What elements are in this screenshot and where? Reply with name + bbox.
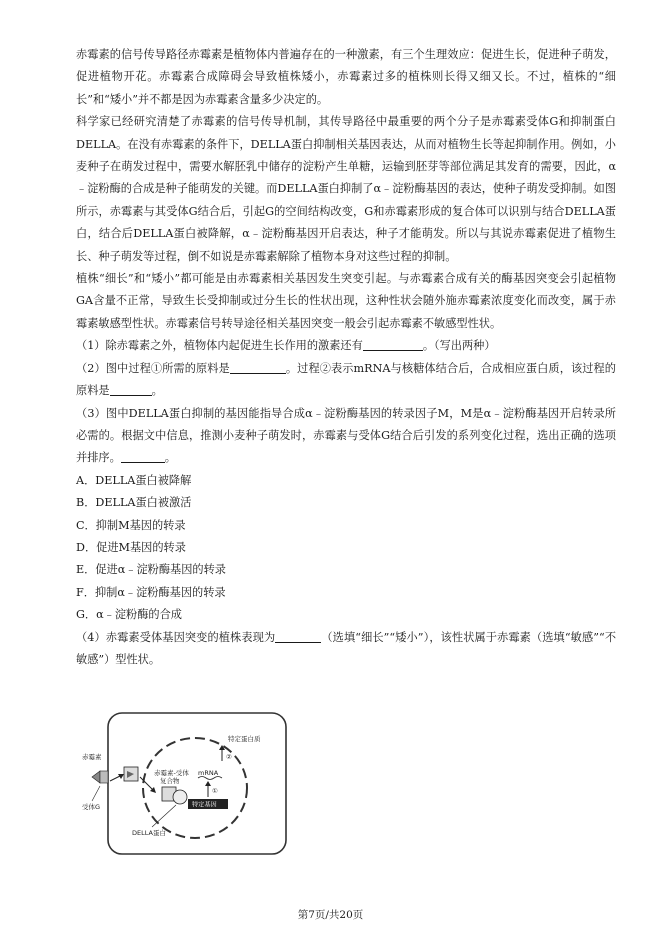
della-protein-icon [173, 790, 187, 804]
complex-label-1: 赤霉素-受体 [154, 769, 189, 777]
question-1-text: （1）除赤霉素之外，植物体内起促进生长作用的激素还有 [76, 339, 363, 353]
step-1-label: ① [212, 787, 218, 795]
question-2-end: 。 [151, 384, 163, 398]
step-2-label: ② [226, 753, 232, 761]
answer-blank-3[interactable] [121, 448, 165, 463]
specific-gene-label: 特定基因 [192, 801, 217, 809]
question-4 [76, 627, 616, 672]
receptor-pointer [92, 786, 100, 801]
question-2-text-b: 。过程②表示mRNA与核糖体结合后，合成相应蛋白质，该过程的原料是 [76, 361, 616, 398]
paragraph-mutation: 植株“细长”和“矮小”都可能是由赤霉素相关基因发生突变引起。与赤霉素合成有关的酶基因突变会引起植物GA含量不正常，导致生长受抑制或过分生长的性状出现，这种性状会随外施赤霉素浓度变化而改变，属于赤霉素敏感型性状。赤霉素信号转导途径相关基因突变一般会引起赤霉素不敏感型性状。 [76, 272, 616, 330]
arrow-step-1-head [205, 781, 211, 786]
page-footer: 第7页/共20页 [297, 909, 364, 921]
mrna-label: mRNA [198, 769, 219, 777]
question-3-text: （3）图中DELLA蛋白抑制的基因能指导合成α﹣淀粉酶基因的转录因子M，M是α﹣淀粉酶基因开启转录所必需的。根据文中信息，推测小麦种子萌发时，赤霉素与受体G结合后引发的系列变化过程，选出正确的选项并排序。 [76, 406, 616, 465]
receptor-label: 受体G [82, 803, 101, 811]
paragraph-intro: 赤霉素的信号传导路径赤霉素是植物体内普遍存在的一种激素，有三个生理效应：促进生长，促进种子萌发，促进植物开花。赤霉素合成障碍会导致植株矮小，赤霉素过多的植株则长得又细又长。不过，植株的“细长”和“矮小”并不都是因为赤霉素含量多少决定的。 [76, 48, 616, 106]
paragraph-mechanism: 科学家已经研究清楚了赤霉素的信号传导机制，其传导路径中最重要的两个分子是赤霉素受体G和抑制蛋白DELLA。在没有赤霉素的条件下，DELLA蛋白抑制相关基因表达，从而对植物生长等起抑制作用。例如，小麦种子在萌发过程中，需要水解胚乳中储存的淀粉产生单糖，运输到胚芽等部位满足其发育的需要，因此，α﹣淀粉酶的合成是种子能萌发的关键。而DELLA蛋白抑制了α﹣淀粉酶基因的表达，使种子萌发受抑制。如图所示，赤霉素与其受体G结合后，引起G的空间结构改变，G和赤霉素形成的复合体可以识别与结合DELLA蛋白，结合后DELLA蛋白被降解，α﹣淀粉酶基因开启表达，种子才能萌发。所以与其说赤霉素促进了植物生长、种子萌发等过程，倒不如说是赤霉素解除了植物本身对这些过程的抑制。 [76, 115, 616, 263]
answer-blank-2b[interactable] [110, 381, 152, 396]
question-4-text-b: （选填“细长”“矮小”），该性状属于赤霉素（选填“敏感”“不敏感”）型性状。 [76, 630, 617, 666]
specific-protein-label: 特定蛋白质 [228, 735, 261, 743]
answer-blank-1[interactable] [363, 336, 423, 351]
option-g: G．α﹣淀粉酶的合成 [76, 608, 182, 622]
gibberellin-label: 赤霉素 [82, 753, 102, 761]
question-3-end: 。 [164, 451, 176, 465]
answer-blank-4[interactable] [275, 628, 321, 643]
question-1-note: 。（写出两种） [422, 339, 496, 353]
receptor-g-icon [100, 771, 108, 783]
gibberellin-signaling-figure [80, 711, 290, 856]
option-a: A．DELLA蛋白被降解 [76, 473, 192, 487]
question-3 [76, 403, 616, 470]
question-2 [76, 358, 616, 403]
complex-label-2: 复合物 [160, 777, 180, 785]
della-pointer [152, 805, 176, 827]
answer-blank-2a[interactable] [230, 359, 286, 374]
question-2-text: （2）图中过程①所需的原料是 [76, 361, 230, 375]
option-e: E．促进α﹣淀粉酶基因的转录 [76, 563, 226, 577]
question-4-text: （4）赤霉素受体基因突变的植株表现为 [76, 630, 276, 644]
option-c: C．抑制M基因的转录 [76, 518, 186, 532]
option-b: B．DELLA蛋白被激活 [76, 496, 192, 510]
question-1 [76, 335, 616, 357]
document-body [76, 44, 616, 671]
della-label: DELLA蛋白 [132, 829, 166, 837]
option-f: F．抑制α﹣淀粉酶基因的转录 [76, 585, 226, 599]
gibberellin-icon [92, 771, 100, 783]
option-d: D．促进M基因的转录 [76, 540, 186, 554]
